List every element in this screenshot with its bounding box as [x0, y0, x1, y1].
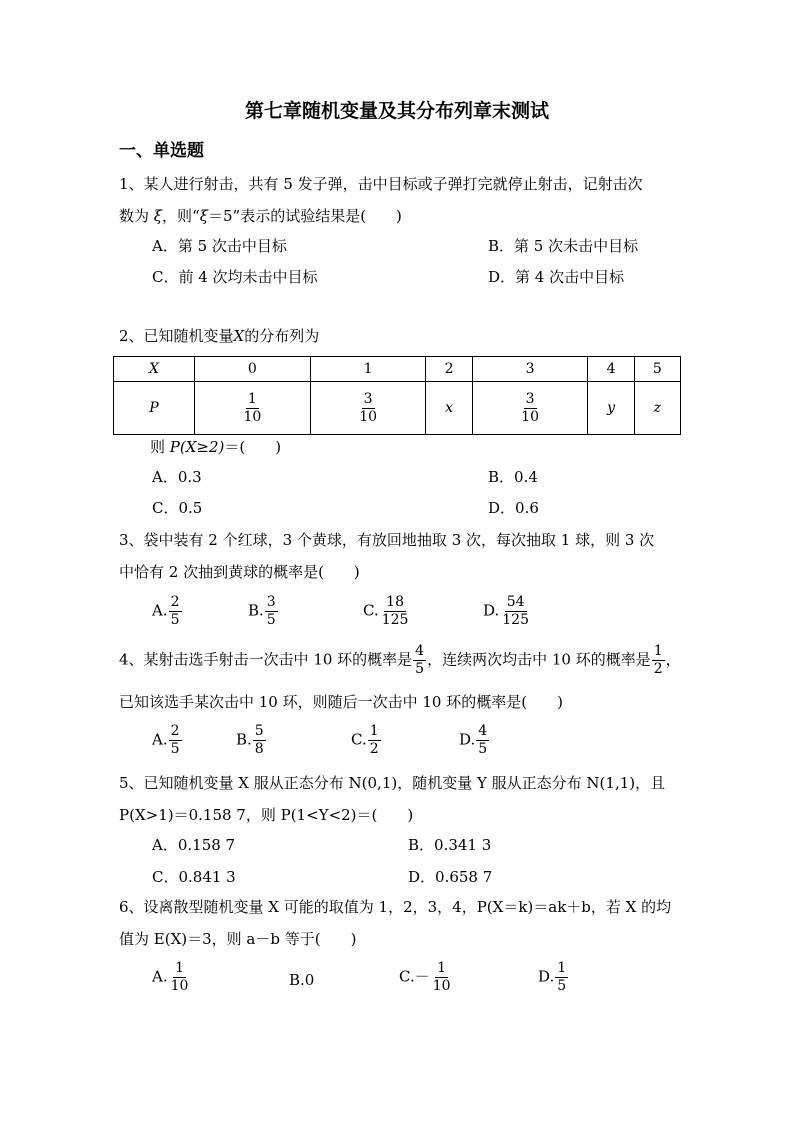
q2-option-b: B．0.4	[488, 468, 538, 486]
q2-ask: 则 P(X≥2)＝( )	[150, 438, 282, 456]
q3-stem-line1: 3、袋中装有 2 个红球，3 个黄球，有放回地抽取 3 次，每次抽取 1 球，则 3 次	[119, 531, 655, 549]
q4-option-d: D. $\frac{4}{5}$	[459, 723, 488, 757]
table-cell: x	[426, 382, 472, 435]
table-cell	[472, 382, 588, 435]
q5-stem-line1: 5、已知随机变量 X 服从正态分布 N(0,1)，随机变量 Y 服从正态分布 N(1,1)，且	[119, 774, 666, 792]
q3-option-b: B. $\frac{3}{5}$	[248, 594, 276, 628]
table-cell: X	[114, 357, 195, 382]
q5-stem-line2: P(X>1)＝0.158 7，则 P(1<Y<2)＝( )	[119, 806, 414, 824]
q5-option-a: A．0.158 7	[152, 836, 236, 854]
table-cell: 2	[426, 357, 472, 382]
q2-option-d: D．0.6	[488, 499, 539, 517]
q2-option-c: C．0.5	[152, 499, 203, 517]
fraction: $\frac{1}{10}$	[243, 390, 262, 425]
q3-option-d: D. $\frac{54}{125}$	[483, 594, 529, 628]
fraction: $\frac{3}{10}$	[521, 390, 539, 425]
table-cell: z	[634, 382, 680, 435]
page-title: 第七章随机变量及其分布列章末测试	[244, 100, 549, 122]
q6-option-c: C.－ $\frac{1}{10}$	[399, 960, 451, 994]
q3-option-a: A. $\frac{2}{5}$	[152, 594, 180, 628]
q1-stem-line1: 1、某人进行射击，共有 5 发子弹，击中目标或子弹打完就停止射击，记射击次	[119, 175, 643, 193]
q1-stem-line2: 数为 ξ，则“ξ＝5”表示的试验结果是( )	[119, 207, 402, 225]
table-cell	[310, 382, 426, 435]
table-cell: 1	[310, 357, 426, 382]
q5-option-d: D．0.658 7	[408, 868, 493, 886]
table-cell: 0	[195, 357, 311, 382]
table-row	[114, 382, 681, 435]
q4-option-b: B. $\frac{5}{8}$	[236, 723, 264, 757]
q5-option-c: C．0.841 3	[152, 868, 236, 886]
table-cell: 3	[472, 357, 588, 382]
q6-option-d: D. $\frac{1}{5}$	[538, 960, 567, 994]
table-cell: P	[114, 382, 195, 435]
q6-option-b: B.0	[289, 971, 315, 989]
q1-option-a: A．第 5 次击中目标	[152, 237, 287, 255]
q4-stem-line1: 4、某射击选手射击一次击中 10 环的概率是 $\frac{4}{5}$ ，连续两次均击中 10 环的概率是 $\frac{1}{2}$ ，	[119, 643, 681, 677]
table-cell	[195, 382, 311, 435]
q6-stem-line2: 值为 E(X)＝3，则 a－b 等于( )	[119, 930, 357, 948]
q6-option-a: A. $\frac{1}{10}$	[152, 960, 189, 994]
q1-option-d: D．第 4 次击中目标	[488, 268, 625, 286]
q2-option-a: A．0.3	[152, 468, 202, 486]
section-heading: 一、单选题	[119, 141, 204, 161]
q4-option-a: A. $\frac{2}{5}$	[152, 723, 180, 757]
q1-option-b: B．第 5 次未击中目标	[488, 237, 639, 255]
fraction: $\frac{3}{10}$	[359, 390, 378, 425]
table-row	[114, 357, 681, 382]
distribution-table	[113, 356, 681, 435]
q3-option-c: C. $\frac{18}{125}$	[363, 594, 409, 628]
q3-stem-line2: 中恰有 2 次抽到黄球的概率是( )	[119, 563, 360, 581]
q4-stem-line2: 已知该选手某次击中 10 环，则随后一次击中 10 环的概率是( )	[119, 693, 563, 711]
q5-option-b: B．0.341 3	[408, 836, 492, 854]
table-cell: y	[588, 382, 634, 435]
q2-stem: 2、已知随机变量X的分布列为	[119, 327, 320, 345]
table-cell: 4	[588, 357, 634, 382]
q4-option-c: C. $\frac{1}{2}$	[351, 723, 379, 757]
table-cell: 5	[634, 357, 680, 382]
q1-option-c: C．前 4 次均未击中目标	[152, 268, 318, 286]
q6-stem-line1: 6、设离散型随机变量 X 可能的取值为 1，2，3，4，P(X＝k)＝ak＋b，若 X 的均	[119, 898, 672, 916]
